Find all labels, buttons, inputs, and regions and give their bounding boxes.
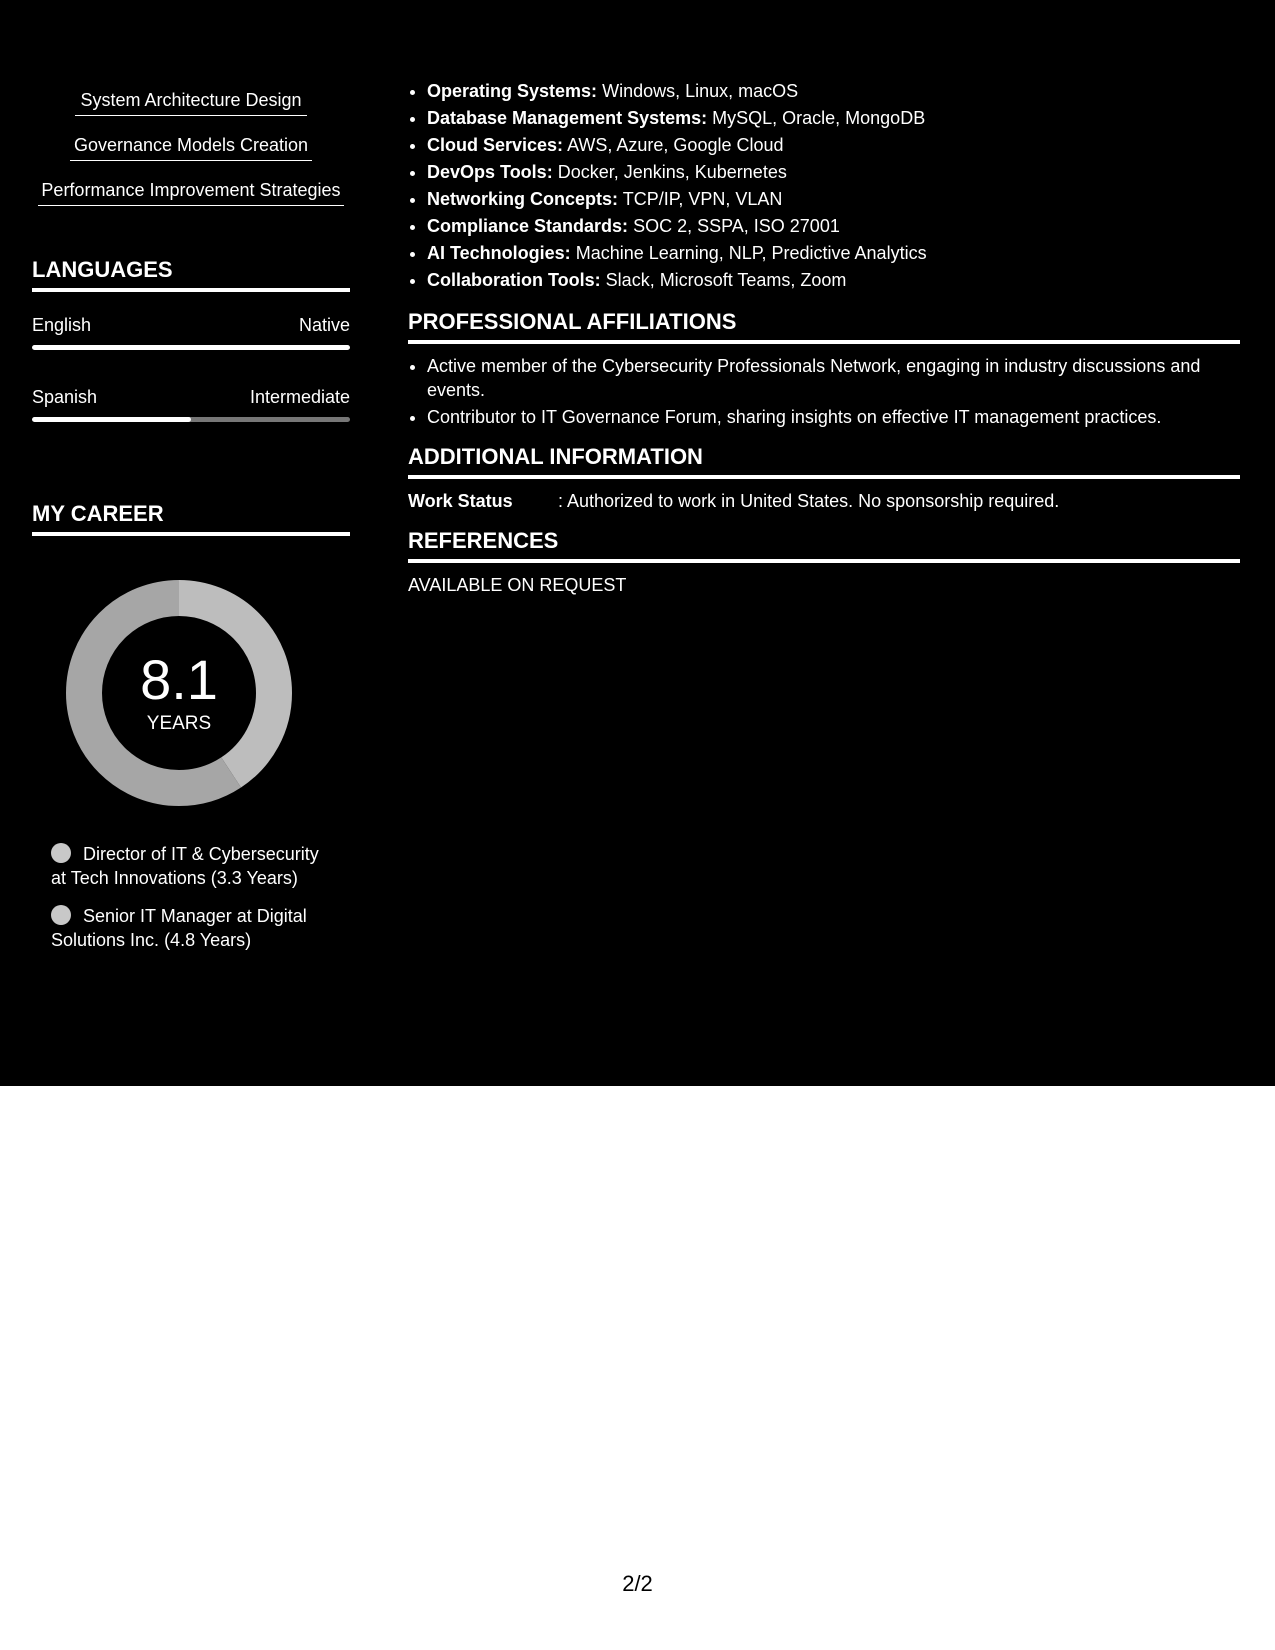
skill-tag: Performance Improvement Strategies	[38, 178, 344, 206]
list-item	[427, 213, 1240, 240]
sidebar	[32, 78, 350, 966]
legend-dot-icon	[51, 905, 71, 925]
skill-value: Slack, Microsoft Teams, Zoom	[605, 270, 847, 290]
list-item	[427, 240, 1240, 267]
work-status-value: : Authorized to work in United States. No sponsorship required.	[558, 491, 1060, 511]
career-item	[51, 904, 331, 952]
skill-value: TCP/IP, VPN, VLAN	[622, 189, 783, 209]
skill-tag: Governance Models Creation	[70, 133, 312, 161]
language-proficiency-bar	[32, 345, 350, 350]
skill-label: Networking Concepts:	[427, 189, 619, 209]
skill-value: Machine Learning, NLP, Predictive Analytics	[575, 243, 927, 263]
language-row	[32, 314, 350, 336]
skill-label: Cloud Services:	[427, 135, 564, 155]
affiliations-heading: PROFESSIONAL AFFILIATIONS	[408, 308, 1240, 344]
language-level: Intermediate	[249, 387, 350, 407]
list-item	[427, 132, 1240, 159]
career-years-label: YEARS	[146, 713, 212, 734]
work-status-label: Work Status	[408, 491, 513, 511]
career-item	[51, 842, 331, 890]
affiliations-list	[408, 354, 1240, 429]
career-heading: MY CAREER	[32, 500, 350, 536]
main-content	[408, 78, 1240, 597]
skill-value: MySQL, Oracle, MongoDB	[712, 108, 926, 128]
skill-label: AI Technologies:	[427, 243, 571, 263]
language-level: Native	[298, 315, 350, 335]
skill-value: AWS, Azure, Google Cloud	[567, 135, 784, 155]
career-donut-chart	[66, 580, 292, 806]
list-item	[427, 186, 1240, 213]
list-item	[427, 267, 1240, 294]
career-list	[32, 842, 331, 952]
list-item	[427, 78, 1240, 105]
skill-label: Operating Systems:	[427, 81, 598, 101]
list-item: • Active member of the Cybersecurity Professionals Network, engaging in industry discussions and events.	[427, 354, 1240, 402]
skill-label: Compliance Standards:	[427, 216, 629, 236]
page-number: 2/2	[622, 1571, 653, 1596]
list-item	[427, 105, 1240, 132]
skill-value: Docker, Jenkins, Kubernetes	[557, 162, 787, 182]
career-item-text: Senior IT Manager at Digital Solutions Inc. (4.8 Years)	[51, 906, 307, 950]
language-name: Spanish	[32, 387, 98, 407]
career-item-text: Director of IT & Cybersecurity at Tech Innovations (3.3 Years)	[51, 844, 319, 888]
skill-tag: System Architecture Design	[75, 88, 307, 116]
additional-info-heading: ADDITIONAL INFORMATION	[408, 443, 1240, 479]
language-name: English	[32, 315, 92, 335]
skill-label: DevOps Tools:	[427, 162, 553, 182]
career-total-years: 8.1	[140, 648, 218, 711]
references-text: AVAILABLE ON REQUEST	[408, 575, 627, 595]
languages-heading: LANGUAGES	[32, 256, 350, 292]
language-row	[32, 386, 350, 408]
skill-label: Database Management Systems:	[427, 108, 708, 128]
references-heading: REFERENCES	[408, 527, 1240, 563]
list-item	[427, 159, 1240, 186]
technical-skills-list	[408, 78, 1240, 294]
work-status-row	[408, 489, 1240, 513]
skill-label: Collaboration Tools:	[427, 270, 601, 290]
language-proficiency-bar	[32, 417, 350, 422]
language-proficiency-fill	[32, 345, 350, 350]
skill-value: Windows, Linux, macOS	[602, 81, 799, 101]
language-proficiency-fill	[32, 417, 191, 422]
legend-dot-icon	[51, 843, 71, 863]
list-item: • Contributor to IT Governance Forum, sharing insights on effective IT management practices.	[427, 405, 1240, 429]
donut-center	[66, 650, 292, 736]
skill-value: SOC 2, SSPA, ISO 27001	[633, 216, 840, 236]
